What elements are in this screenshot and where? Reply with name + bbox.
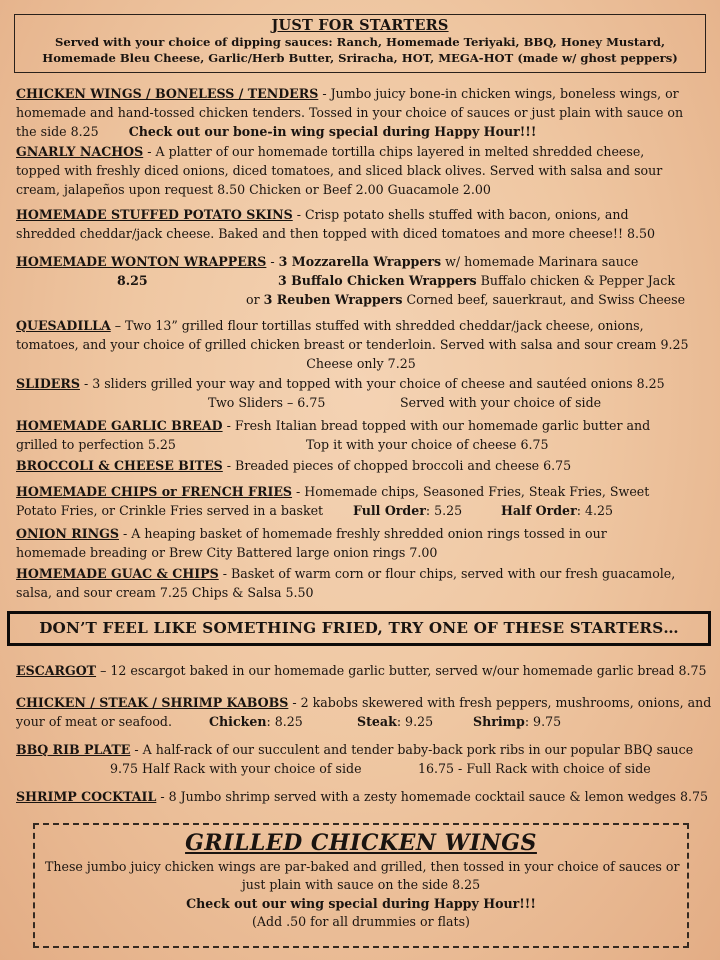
item-name: BROCCOLI & CHEESE BITES — [16, 458, 223, 473]
dipping-sauces-note: Served with your choice of dipping sauces: Ranch, Homemade Teriyaki, BBQ, Honey Mustard, Homemade Bleu Cheese, Garlic/Herb Butter, Sriracha, HOT, MEGA-HOT (made w/ ghost peppers) — [42, 35, 678, 65]
item-desc: - A half-rack of our succulent and tender baby-back pork ribs in our popular BBQ sauce — [130, 742, 694, 757]
item-name: QUESADILLA — [16, 318, 111, 333]
item-desc: Potato Fries, or Crinkle Fries served in a basket — [16, 503, 324, 519]
starters-header-box — [14, 14, 706, 73]
item-desc: Served with your choice of side — [400, 395, 602, 411]
menu-item-bbq-ribs — [16, 740, 706, 778]
menu-item-broccoli-bites — [16, 456, 706, 475]
menu-item-chips-fries — [16, 482, 706, 520]
item-price: 16.75 - Full Rack with choice of side — [418, 761, 651, 777]
item-price: : 8.25 — [266, 714, 303, 730]
item-name: ONION RINGS — [16, 526, 119, 541]
separator: - — [266, 254, 279, 269]
item-desc: topped with freshly diced onions, diced tomatoes, and sliced black olives. Served with salsa and sour — [16, 163, 663, 179]
item-name: CHICKEN / STEAK / SHRIMP KABOBS — [16, 695, 289, 710]
menu-item-garlic-bread — [16, 416, 706, 454]
item-price: Two Sliders – 6.75 — [208, 395, 326, 411]
item-desc: - Jumbo juicy bone-in chicken wings, boneless wings, or — [318, 86, 679, 101]
item-name: HOMEMADE WONTON WRAPPERS — [16, 254, 267, 269]
grilled-wings-title: GRILLED CHICKEN WINGS — [185, 830, 537, 856]
item-desc: - Homemade chips, Seasoned Fries, Steak Fries, Sweet — [292, 484, 650, 499]
item-price: 8.25 — [117, 273, 148, 289]
item-price: 9.75 Half Rack with your choice of side — [110, 761, 362, 777]
item-desc: your of meat or seafood. — [16, 714, 172, 730]
item-desc: - A platter of our homemade tortilla chips layered in melted shredded cheese, — [143, 144, 645, 159]
item-desc: Top it with your choice of cheese 6.75 — [306, 437, 549, 453]
menu-item-shrimp-cocktail — [16, 787, 709, 806]
menu-item-onion-rings — [16, 524, 706, 562]
item-desc: tomatoes, and your choice of grilled chicken breast or tenderloin. Served with salsa and sour cream 9.25 — [16, 337, 689, 353]
item-desc: - Crisp potato shells stuffed with bacon, onions, and — [292, 207, 629, 222]
happy-hour-note: Check out our wing special during Happy Hour!!! — [186, 895, 536, 911]
item-desc: homemade breading or Brew City Battered large onion rings 7.00 — [16, 545, 438, 561]
item-desc: - A heaping basket of homemade freshly shredded onion rings tossed in our — [118, 526, 607, 541]
non-fried-starters-banner: DON’T FEEL LIKE SOMETHING FRIED, TRY ONE OF THESE STARTERS… — [7, 611, 711, 646]
menu-item-nachos — [16, 142, 706, 200]
item-name: HOMEMADE STUFFED POTATO SKINS — [16, 207, 293, 222]
item-desc: homemade and hand-tossed chicken tenders. Tossed in your choice of sauces or just plain with sauce on — [16, 105, 684, 121]
item-desc: - Basket of warm corn or flour chips, served with our fresh guacamole, — [218, 566, 676, 581]
separator: or — [246, 292, 264, 308]
price-label: Shrimp — [473, 714, 525, 730]
item-desc: – 12 escargot baked in our homemade garlic butter, served w/our homemade garlic bread 8.75 — [96, 663, 707, 678]
item-desc: salsa, and sour cream 7.25 Chips & Salsa 5.50 — [16, 585, 314, 601]
item-name: HOMEMADE GUAC & CHIPS — [16, 566, 219, 581]
menu-item-chicken-wings — [16, 84, 706, 142]
item-name: HOMEMADE CHIPS or FRENCH FRIES — [16, 484, 293, 499]
item-name: SLIDERS — [16, 376, 80, 391]
item-name: SHRIMP COCKTAIL — [16, 789, 157, 804]
item-name: ESCARGOT — [16, 663, 97, 678]
price-label: Chicken — [209, 714, 267, 730]
price-label: Half Order — [501, 503, 577, 519]
menu-item-wonton-wrappers — [16, 252, 706, 310]
item-desc: - Fresh Italian bread topped with our homemade garlic butter and — [222, 418, 651, 433]
item-price: : 9.75 — [524, 714, 562, 730]
wrapper-option-desc: Buffalo chicken & Pepper Jack — [476, 273, 675, 289]
item-price: : 9.25 — [396, 714, 434, 730]
menu-item-sliders — [16, 374, 706, 412]
menu-item-potato-skins — [16, 205, 706, 243]
wrapper-option: 3 Reuben Wrappers — [263, 292, 403, 308]
menu-item-guac-chips — [16, 564, 706, 602]
drummies-flats-note: (Add .50 for all drummies or flats) — [252, 914, 470, 930]
item-name: GNARLY NACHOS — [16, 144, 144, 159]
wrapper-option-desc: Corned beef, sauerkraut, and Swiss Cheese — [402, 292, 686, 308]
item-price: Cheese only 7.25 — [306, 356, 416, 372]
item-price: : 5.25 — [425, 503, 463, 519]
menu-item-quesadilla — [16, 316, 706, 374]
grilled-wings-box — [33, 823, 689, 948]
price-label: Full Order — [353, 503, 426, 519]
item-name: CHICKEN WINGS / BONELESS / TENDERS — [16, 86, 319, 101]
section-title: JUST FOR STARTERS — [271, 17, 449, 34]
wrapper-option: 3 Buffalo Chicken Wrappers — [278, 273, 477, 289]
item-desc: - 2 kabobs skewered with fresh peppers, mushrooms, onions, and — [288, 695, 712, 710]
item-desc: - 3 sliders grilled your way and topped with your choice of cheese and sautéed onions 8.25 — [79, 376, 665, 391]
item-name: HOMEMADE GARLIC BREAD — [16, 418, 223, 433]
item-desc: – Two 13” grilled flour tortillas stuffed with shredded cheddar/jack cheese, onions, — [110, 318, 644, 333]
item-desc: shredded cheddar/jack cheese. Baked and then topped with diced tomatoes and more cheese!! 8.50 — [16, 226, 656, 242]
grilled-wings-price: just plain with sauce on the side 8.25 — [241, 877, 481, 893]
item-name: BBQ RIB PLATE — [16, 742, 131, 757]
item-desc: - Breaded pieces of chopped broccoli and cheese 6.75 — [222, 458, 572, 473]
price-label: Steak — [357, 714, 397, 730]
happy-hour-note: Check out our bone-in wing special during Happy Hour!!! — [128, 124, 537, 140]
menu-item-kabobs — [16, 693, 712, 731]
item-price: grilled to perfection 5.25 — [16, 437, 176, 453]
grilled-wings-desc: These jumbo juicy chicken wings are par-baked and grilled, then tossed in your choice of sauces or — [45, 859, 680, 874]
item-desc: - 8 Jumbo shrimp served with a zesty homemade cocktail sauce & lemon wedges 8.75 — [156, 789, 709, 804]
menu-item-escargot — [16, 661, 706, 680]
wrapper-option-desc: w/ homemade Marinara sauce — [441, 254, 639, 269]
wrapper-option: 3 Mozzarella Wrappers — [278, 254, 442, 269]
item-price: : 4.25 — [576, 503, 614, 519]
item-price: cream, jalapeños upon request 8.50 Chicken or Beef 2.00 Guacamole 2.00 — [16, 182, 491, 198]
item-price: the side 8.25 — [16, 124, 99, 140]
